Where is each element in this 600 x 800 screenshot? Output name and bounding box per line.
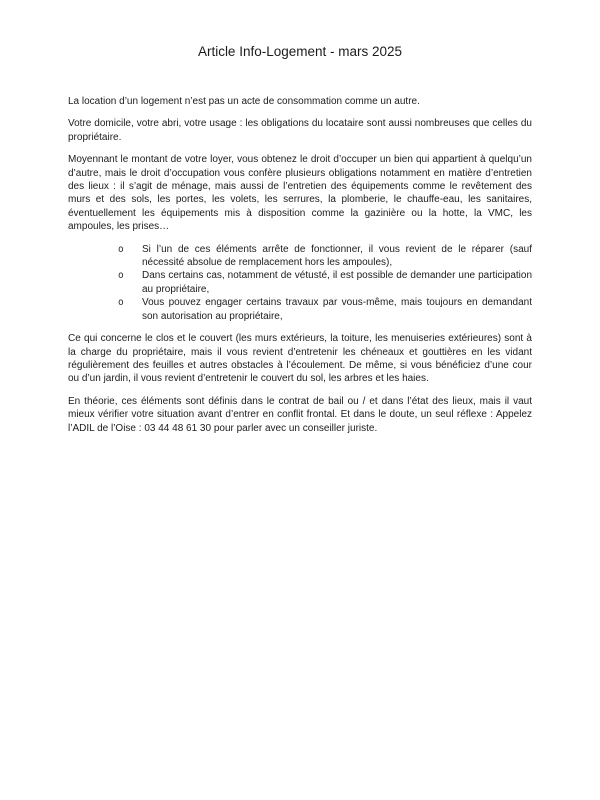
paragraph-conclusion-adil: En théorie, ces éléments sont définis dans le contrat de bail ou / et dans l’état des lieux, mais il vaut mieux vérifier votre situation avant d’entrer en conflit frontal. Et dans le doute, un seul réflexe : Appelez l’ADIL de l’Oise : 03 44 48 61 30 pour parler avec un conseiller juriste.	[68, 395, 532, 434]
bullet-list	[68, 243, 532, 323]
bullet-item	[68, 243, 532, 270]
bullet-item	[68, 269, 532, 296]
paragraph-intro: La location d’un logement n’est pas un acte de consommation comme un autre.	[68, 96, 420, 107]
paragraph-clos-couvert: Ce qui concerne le clos et le couvert (les murs extérieurs, la toiture, les menuiseries extérieures) sont à la charge du propriétaire, mais il vous revient d’entretenir les chéneaux et gouttières en les vidant régulièrement des feuilles et autres obstacles à l’écoulement. De même, si vous bénéficiez d’une cour ou d’un jardin, il vous revient d’entretenir le couvert du sol, les arbres et les haies.	[68, 333, 532, 385]
bullet-item-text: Dans certains cas, notamment de vétusté, il est possible de demander une participation au propriétaire,	[142, 270, 532, 295]
bullet-marker: o	[118, 243, 124, 255]
paragraph-obligations: Votre domicile, votre abri, votre usage : les obligations du locataire sont aussi nombreuses que celles du propriétaire.	[68, 118, 532, 143]
document-body	[68, 95, 532, 435]
paragraph-entretien: Moyennant le montant de votre loyer, vous obtenez le droit d’occuper un bien qui appartient à quelqu’un d’autre, mais le droit d’occupation vous confère plusieurs obligations notamment en matière d’entretien des lieux : il s’agit de ménage, mais aussi de l’entretien des équipements comme le revêtement des murs et des sols, les portes, les volets, les serrures, la plomberie, le chauffe-eau, les sanitaires, éventuellement les équipements mis à disposition comme la gazinière ou la hotte, la VMC, les ampoules, les prises…	[68, 154, 532, 233]
bullet-item-text: Vous pouvez engager certains travaux par vous-même, mais toujours en demandant son autorisation au propriétaire,	[142, 297, 532, 322]
bullet-marker: o	[118, 270, 124, 282]
bullet-item	[68, 296, 532, 323]
bullet-marker: o	[118, 297, 124, 309]
document-title: Article Info-Logement - mars 2025	[197, 44, 403, 59]
bullet-item-text: Si l’un de ces éléments arrête de fonctionner, il vous revient de le réparer (sauf nécessité absolue de remplacement hors les ampoules),	[142, 243, 532, 269]
